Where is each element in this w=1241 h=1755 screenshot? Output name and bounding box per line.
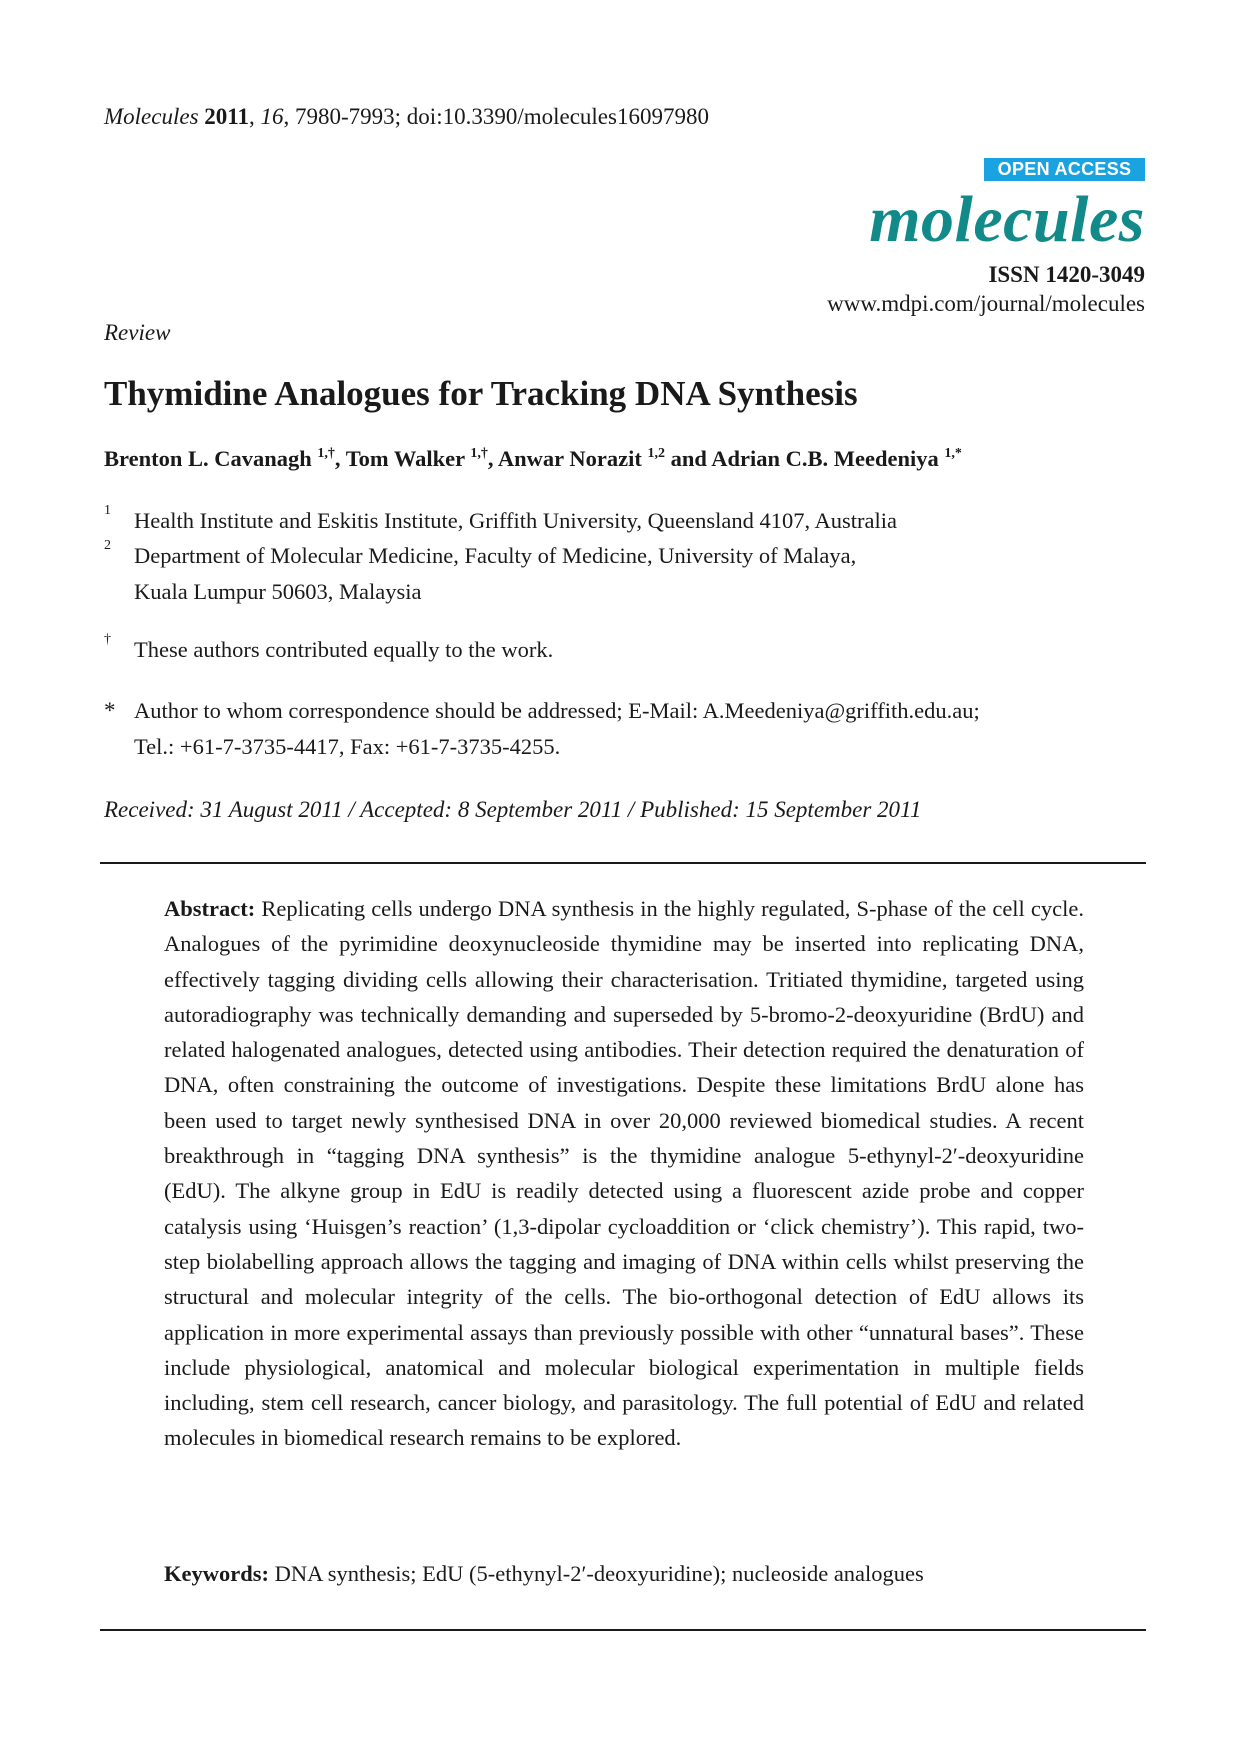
journal-name: Molecules <box>104 104 199 129</box>
citation-line: Molecules 2011, 16, 7980-7993; doi:10.3390/molecules16097980 <box>104 104 709 129</box>
affiliation-text: Health Institute and Eskitis Institute, Griffith University, Queensland 4107, Australia <box>134 508 898 533</box>
author-affiliation-mark: 1,2 <box>647 446 665 461</box>
author-affiliation-mark <box>944 446 962 461</box>
issn: ISSN 1420-3049 <box>988 262 1145 287</box>
journal-logo: molecules <box>869 183 1145 256</box>
author-separator: , <box>487 446 498 471</box>
note-text: These authors contributed equally to the work. <box>134 637 554 662</box>
keywords <box>164 1561 924 1587</box>
top-divider <box>100 862 1146 864</box>
keywords-text: DNA synthesis; EdU (5-ethynyl-2′-deoxyuridine); nucleoside analogues <box>274 1561 924 1586</box>
author-name: Brenton L. Cavanagh <box>104 446 312 471</box>
open-access-badge: OPEN ACCESS <box>984 158 1145 181</box>
article-type: Review <box>104 320 171 345</box>
citation-volume: 16 <box>260 104 284 129</box>
author-list <box>104 446 962 472</box>
affiliation-number: 2 <box>104 538 111 553</box>
abstract-text: Replicating cells undergo DNA synthesis in the highly regulated, S-phase of the cell cycle. Analogues of the pyrimidine deoxynucleoside thymidine may be inserted into replicating DNA, effectively tagging dividing cells allowing their characterisation. Tritiated thymidine, targeted using autoradiography was technically demanding and superseded by 5-bromo-2-deoxyuridine (BrdU) and related halogenated analogues, detected using antibodies. Their detection required the denaturation of DNA, often constraining the outcome of investigations. Despite these limitations BrdU alone has been used to target newly synthesised DNA in over 20,000 reviewed biomedical studies. A recent breakthrough in “tagging DNA synthesis” is the thymidine analogue 5-ethynyl-2′-deoxyuridine (EdU). The alkyne group in EdU is readily detected using a fluorescent azide probe and copper catalysis using ‘Huisgen’s reaction’ (1,3-dipolar cycloaddition or ‘click chemistry’). This rapid, two-step biolabelling approach allows the tagging and imaging of DNA within cells whilst preserving the structural and molecular integrity of the cells. The bio-orthogonal detection of EdU allows its application in more experimental assays than previously possible with other “unnatural bases”. These include physiological, anatomical and molecular biological experimentation in multiple fields including, stem cell research, cancer biology, and parasitology. The full potential of EdU and related molecules in biomedical research remains to be explored. <box>164 896 1085 1451</box>
abstract <box>164 891 1084 1456</box>
article-title: Thymidine Analogues for Tracking DNA Synthesis <box>104 374 858 413</box>
asterisk-mark: * <box>104 698 116 723</box>
citation-year: 2011 <box>204 104 249 129</box>
author-name: Anwar Norazit <box>497 446 642 471</box>
affiliation-text: Kuala Lumpur 50603, Malaysia <box>134 579 422 604</box>
affiliation-number: 1 <box>104 503 111 518</box>
affiliation-text: Department of Molecular Medicine, Faculty of Medicine, University of Malaya, <box>134 543 857 568</box>
author-name: Adrian C.B. Meedeniya <box>711 446 939 471</box>
author-separator: and <box>664 446 712 471</box>
note-text: Tel.: +61-7-3735-4417, Fax: +61-7-3735-4255. <box>134 734 561 759</box>
abstract-label: Abstract: <box>164 896 256 921</box>
author-name: Tom Walker <box>345 446 465 471</box>
author-affiliation-mark: 1,† <box>470 446 488 461</box>
author-affiliation-mark: 1,† <box>317 446 335 461</box>
bottom-divider <box>100 1629 1146 1631</box>
journal-url[interactable]: www.mdpi.com/journal/molecules <box>827 291 1145 316</box>
author-sup-text: 1, <box>944 446 955 461</box>
publication-dates: Received: 31 August 2011 / Accepted: 8 September 2011 / Published: 15 September 2011 <box>104 797 922 822</box>
note-text: Author to whom correspondence should be addressed; E-Mail: A.Meedeniya@griffith.edu.au; <box>134 698 980 723</box>
dagger-mark: † <box>104 632 111 647</box>
keywords-label: Keywords: <box>164 1561 269 1586</box>
author-separator: , <box>334 446 346 471</box>
corresponding-mark: * <box>954 446 962 461</box>
citation-pages-doi: , 7980-7993; doi:10.3390/molecules16097980 <box>283 104 709 129</box>
